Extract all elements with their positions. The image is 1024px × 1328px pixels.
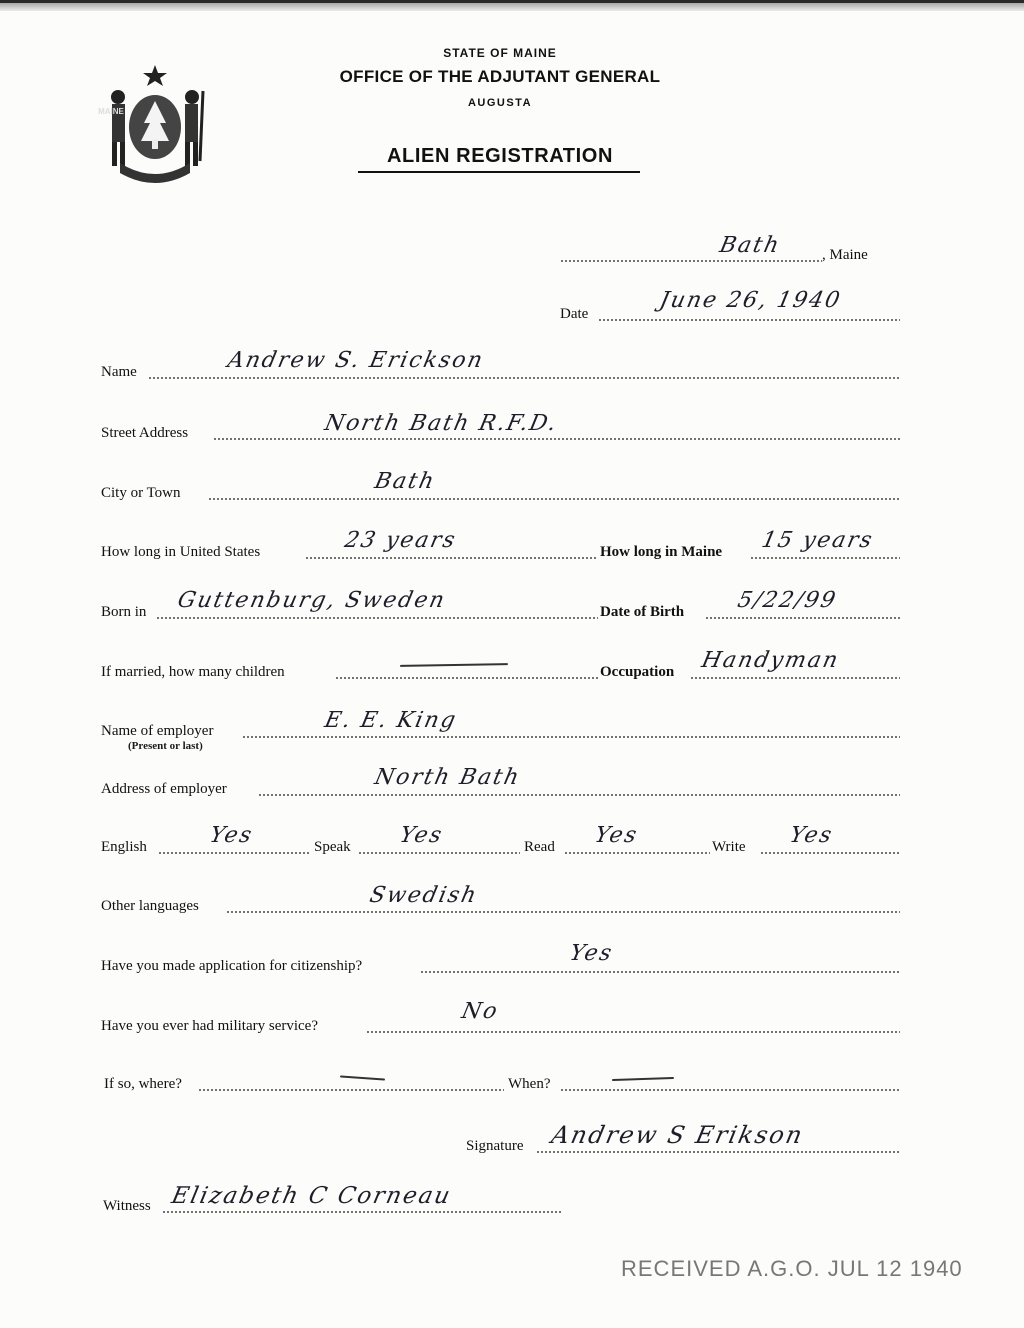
- citizenship-label: Have you made application for citizenship?: [101, 958, 363, 974]
- where-line: [198, 1089, 504, 1091]
- when-label: When?: [508, 1076, 551, 1092]
- read-value: Yes: [592, 823, 641, 848]
- employer-address-value: North Bath: [372, 765, 523, 790]
- english-line: [158, 852, 310, 854]
- city-line: [208, 498, 900, 500]
- where-label: If so, where?: [104, 1076, 182, 1092]
- how-long-us-value: 23 years: [342, 528, 460, 553]
- date-of-birth-line: [705, 617, 900, 619]
- employer-address-line: [258, 794, 900, 796]
- header-state: STATE OF MAINE: [443, 46, 557, 60]
- maine-label: , Maine: [822, 247, 868, 263]
- name-label: Name: [101, 364, 137, 380]
- signature-label: Signature: [466, 1138, 524, 1154]
- where-dash: [340, 1075, 385, 1080]
- date-line: [598, 319, 900, 321]
- citizenship-line: [420, 971, 900, 973]
- children-dash: [400, 663, 508, 667]
- military-label: Have you ever had military service?: [101, 1018, 318, 1034]
- title-underline: [358, 171, 640, 173]
- received-stamp: RECEIVED A.G.O. JUL 12 1940: [621, 1256, 963, 1281]
- how-long-us-label: How long in United States: [101, 544, 261, 560]
- city-value: Bath: [372, 469, 438, 494]
- occupation-value: Handyman: [699, 648, 842, 673]
- citizenship-value: Yes: [567, 941, 616, 966]
- name-line: [148, 377, 900, 379]
- street-label: Street Address: [101, 425, 189, 441]
- name-value: Andrew S. Erickson: [225, 348, 487, 373]
- military-value: No: [459, 999, 502, 1024]
- children-line: [335, 677, 598, 679]
- date-value: June 26, 1940: [657, 288, 844, 313]
- when-dash: [612, 1077, 674, 1081]
- witness-line: [162, 1211, 562, 1213]
- english-value: Yes: [207, 823, 256, 848]
- scan-edge: [0, 3, 1024, 11]
- when-line: [560, 1089, 900, 1091]
- how-long-maine-line: [750, 557, 900, 559]
- street-value: North Bath R.F.D.: [322, 411, 561, 436]
- children-label: If married, how many children: [101, 664, 285, 680]
- employer-sublabel: (Present or last): [128, 740, 203, 752]
- header-office: OFFICE OF THE ADJUTANT GENERAL: [339, 67, 661, 86]
- born-in-label: Born in: [101, 604, 147, 620]
- english-label: English: [101, 839, 147, 855]
- signature-value: Andrew S Erikson: [549, 1121, 807, 1149]
- other-languages-value: Swedish: [367, 883, 481, 908]
- street-line: [213, 438, 900, 440]
- place-line: [560, 260, 822, 262]
- maine-state-seal-icon: [100, 61, 210, 183]
- born-in-line: [156, 617, 598, 619]
- signature-line: [536, 1151, 900, 1153]
- city-label: City or Town: [101, 485, 181, 501]
- born-in-value: Guttenburg, Sweden: [175, 588, 449, 613]
- witness-label: Witness: [103, 1198, 151, 1214]
- date-label: Date: [560, 306, 589, 322]
- employer-line: [242, 736, 900, 738]
- speak-value: Yes: [397, 823, 446, 848]
- date-of-birth-value: 5/22/99: [735, 588, 840, 613]
- occupation-line: [690, 677, 900, 679]
- speak-label: Speak: [314, 839, 351, 855]
- header-city: AUGUSTA: [467, 97, 533, 109]
- other-languages-label: Other languages: [101, 898, 199, 914]
- how-long-us-line: [305, 557, 598, 559]
- speak-line: [358, 852, 520, 854]
- witness-value: Elizabeth C Corneau: [169, 1183, 455, 1209]
- employer-label: Name of employer: [101, 723, 214, 739]
- write-line: [760, 852, 900, 854]
- write-value: Yes: [787, 823, 836, 848]
- date-of-birth-label: Date of Birth: [600, 604, 685, 620]
- employer-address-label: Address of employer: [101, 781, 227, 797]
- how-long-maine-label: How long in Maine: [600, 544, 723, 560]
- military-line: [366, 1031, 900, 1033]
- employer-value: E. E. King: [322, 708, 460, 733]
- seal-ribbon-text: MAINE: [98, 107, 124, 116]
- how-long-maine-value: 15 years: [759, 528, 877, 553]
- read-label: Read: [524, 839, 555, 855]
- read-line: [564, 852, 710, 854]
- other-languages-line: [226, 911, 900, 913]
- page-title: ALIEN REGISTRATION: [387, 145, 613, 167]
- occupation-label: Occupation: [600, 664, 675, 680]
- write-label: Write: [712, 839, 746, 855]
- place-value: Bath: [717, 233, 783, 258]
